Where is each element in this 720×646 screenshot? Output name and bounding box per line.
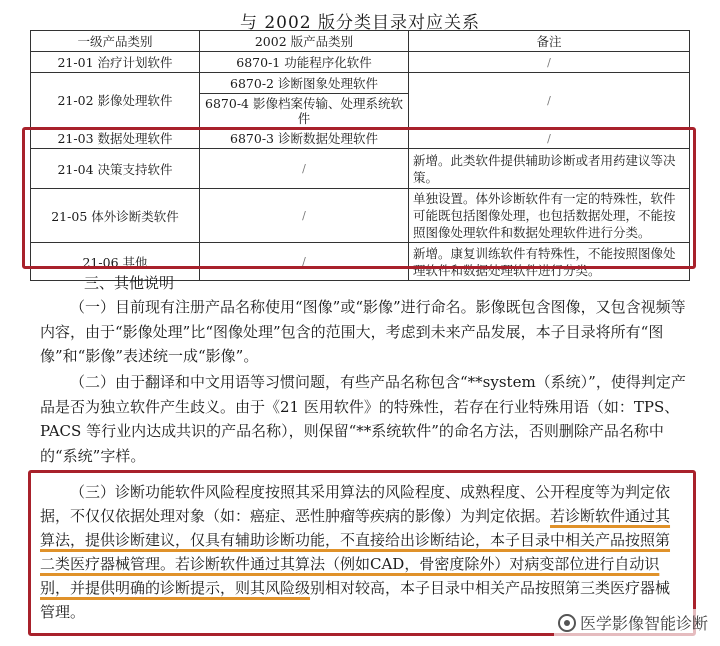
paragraph-3-tail: 别相对较高，本子目录中相关产品按照第三类医疗器械管理。	[40, 579, 671, 621]
page-title: 与 2002 版分类目录对应关系	[239, 13, 481, 33]
category-cell: 21-01 治疗计划软件	[31, 52, 200, 73]
old-category-cell: /	[200, 243, 409, 281]
section-heading: 三、其他说明	[84, 274, 175, 292]
old-category-cell: 6870-3 诊断数据处理软件	[200, 128, 409, 149]
category-cell: 21-02 影像处理软件	[31, 73, 200, 128]
old-category-cell: 6870-1 功能程序化软件	[200, 52, 409, 73]
paragraph-2: （二）由于翻译和中文用语等习惯问题，有些产品名称包含“**system（系统）”，使得判定产品是否为独立软件产生歧义。由于《21 医用软件》的特殊性，若存在行业特殊用语（如：TPS、PACS 等行业内达成共识的产品名称），则保留“**系统软件”的命名方法，否则删除产品名称中的“系统”字样。	[40, 373, 686, 465]
note-cell: 新增。康复训练软件有特殊性，不能按照图像处理软件和数据处理软件进行分类。	[409, 243, 690, 281]
old-category-cell: 6870-4 影像档案传输、处理系统软件	[200, 94, 409, 128]
note-cell: 单独设置。体外诊断软件有一定的特殊性，软件可能既包括图像处理，也包括数据处理，不能按照图像处理软件和数据处理软件进行分类。	[409, 189, 690, 243]
watermark	[554, 609, 712, 636]
highlight-box-table	[22, 127, 696, 269]
header-cell: 一级产品类别	[31, 31, 200, 52]
table-row	[31, 73, 690, 94]
wechat-logo-icon	[558, 614, 576, 632]
category-cell: 21-06 其他	[31, 243, 200, 281]
old-category-cell: 6870-2 诊断图象处理软件	[200, 73, 409, 94]
old-category-cell: /	[200, 149, 409, 189]
old-category-cell: /	[200, 189, 409, 243]
category-cell: 21-04 决策支持软件	[31, 149, 200, 189]
watermark-text: 医学影像智能诊断	[579, 614, 708, 633]
category-cell: 21-03 数据处理软件	[31, 128, 200, 149]
header-cell: 2002 版产品类别	[200, 31, 409, 52]
paragraph-1: （一）目前现有注册产品名称使用“图像”或“影像”进行命名。影像既包含图像，又包含视频等内容，由于“影像处理”比“图像处理”包含的范围大，考虑到未来产品发展，本子目录将所有“图像”和“影像”表述统一成“影像”。	[40, 298, 686, 365]
paragraph-3-intro: （三）诊断功能软件风险程度按照其采用算法的风险程度、成熟程度、公开程度等为判定依据，不仅仅依据处理对象（如：癌症、恶性肿瘤等疾病的影像）为判定依据。	[40, 483, 671, 525]
category-cell: 21-05 体外诊断类软件	[31, 189, 200, 243]
table-row	[31, 52, 690, 73]
note-cell: /	[409, 128, 690, 149]
note-cell: /	[409, 52, 690, 73]
note-cell: /	[409, 73, 690, 128]
header-cell: 备注	[409, 31, 690, 52]
note-cell: 新增。此类软件提供辅助诊断或者用药建议等决策。	[409, 149, 690, 189]
table-header-row	[31, 31, 690, 52]
underlined-text: 若诊断软件通过其算法，提供诊断建议，仅具有辅助诊断功能，不直接给出诊断结论，本子目录中相关产品按照第二类医疗器械管理。若诊断软件通过其算法（例如CAD，骨密度除外）对病变部位进行自动识别，并提供明确的诊断提示，则其风险级	[40, 507, 671, 597]
